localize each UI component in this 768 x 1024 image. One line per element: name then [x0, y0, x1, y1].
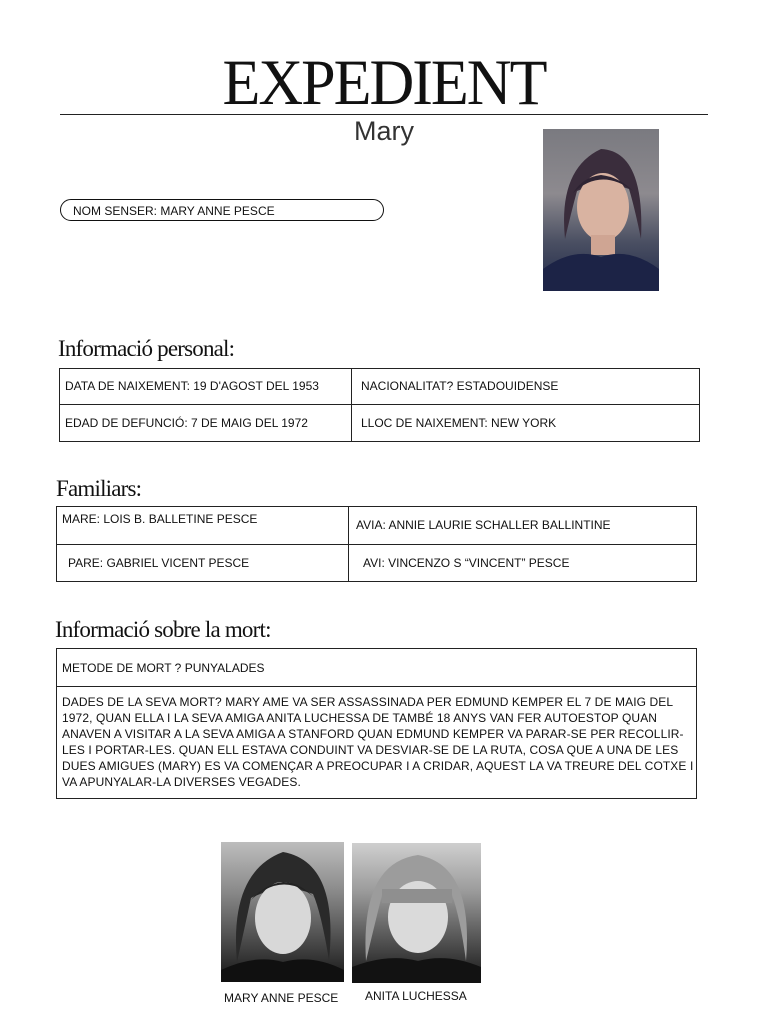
birthplace-cell: LLOC DE NAIXEMENT: NEW YORK [352, 405, 700, 442]
mother-cell: MARE: LOIS B. BALLETINE PESCE [57, 507, 349, 545]
birth-date-cell: DATA DE NAIXEMENT: 19 D'AGOST DEL 1953 [60, 369, 352, 405]
document-subtitle: Mary [354, 116, 414, 146]
death-info-box [56, 648, 697, 799]
grandmother-cell: AVIA: ANNIE LAURIE SCHALLER BALLINTINE [349, 507, 697, 545]
portrait-photo-color [543, 129, 659, 291]
full-name-field: NOM SENSER: MARY ANNE PESCE [60, 199, 384, 221]
family-heading: Familiars: [56, 476, 142, 501]
personal-info-heading: Informació personal: [58, 336, 235, 361]
nationality-cell: NACIONALITAT? ESTADOUIDENSE [352, 369, 700, 405]
family-table [56, 506, 697, 582]
death-method-row: METODE DE MORT ? PUNYALADES [57, 649, 696, 687]
photo-mary-anne-pesce [221, 842, 344, 982]
caption-anita: ANITA LUCHESSA [365, 989, 467, 1003]
father-cell: PARE: GABRIEL VICENT PESCE [57, 545, 349, 582]
death-details-text: DADES DE LA SEVA MORT? MARY AME VA SER ASSASSINADA PER EDMUND KEMPER EL 7 DE MAIG DEL 1972, QUAN ELLA I LA SEVA AMIGA ANITA LUCHESSA DE TAMBÉ 18 ANYS VAN FER AUTOESTOP QUAN ANAVEN A VISITAR A LA SEVA AMIGA A STANFORD QUAN EDMUND KEMPER VA PARAR-SE PER RECOLLIR-LES I PORTAR-LES. QUAN ELL ESTAVA CONDUINT VA DESVIAR-SE DE LA RUTA, COSA QUE A UNA DE LES DUES AMIGUES (MARY) ES VA COMENÇAR A PREOCUPAR I A CRIDAR, AQUEST LA VA TREURE DEL COTXE I VA APUNYALAR-LA DIVERSES VEGADES. [62, 695, 694, 789]
death-info-heading: Informació sobre la mort: [55, 617, 271, 642]
grandfather-cell: AVI: VINCENZO S “VINCENT” PESCE [349, 545, 697, 582]
title-divider [60, 114, 708, 115]
death-age-cell: EDAD DE DEFUNCIÓ: 7 DE MAIG DEL 1972 [60, 405, 352, 442]
photo-anita-luchessa [352, 843, 481, 983]
caption-mary: MARY ANNE PESCE [224, 991, 339, 1005]
personal-info-table [59, 368, 700, 442]
document-title: EXPEDIENT [222, 47, 546, 119]
